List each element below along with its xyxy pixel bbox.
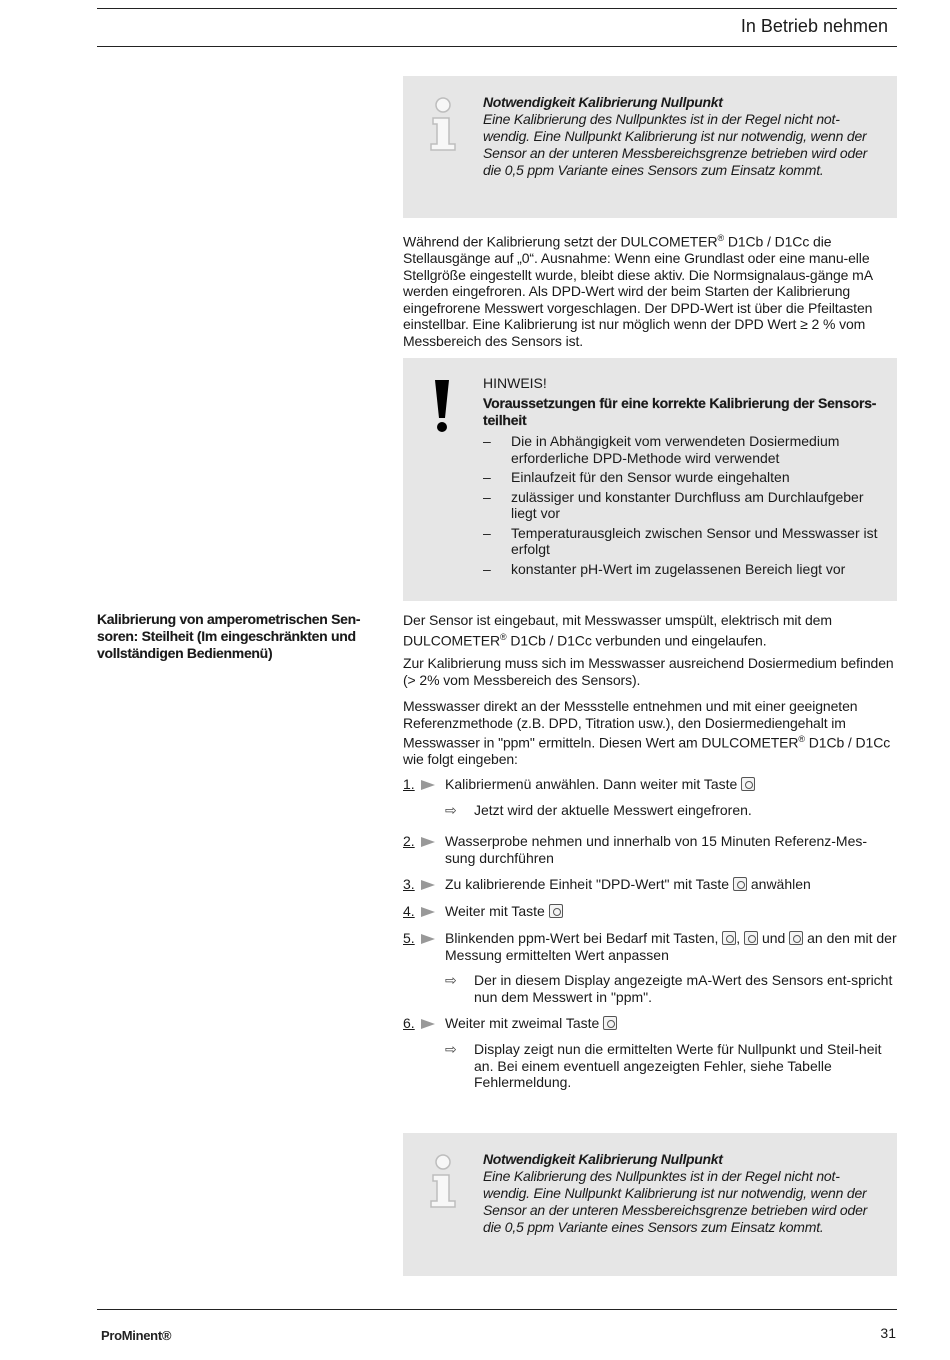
brand-logo: ProMinent® <box>101 1328 172 1343</box>
result-6: ⇨ Display zeigt nun die ermittelten Werte für Nullpunkt und Steil-heit an. Bei einem eventuell angezeigten Fehler, siehe Tabelle Fehlermeldung. <box>445 1041 882 1090</box>
page-number: 31 <box>880 1325 896 1341</box>
info-box-top <box>403 76 897 218</box>
info-box-text: Eine Kalibrierung des Nullpunktes ist in der Regel nicht not-wendig. Eine Nullpunkt Kalibrierung ist nur notwendig, wenn der Sensor an der unteren Messbereichsgrenze betrieben wird oder die 0,5 ppm Variante eines Sensors zum Einsatz kommt. <box>483 1168 868 1235</box>
step-2: 2. Wasserprobe nehmen und innerhalb von 15 Minuten Referenz-Mes-sung durchführen <box>403 833 868 866</box>
reference-paragraph: Messwasser direkt an der Messstelle entnehmen und mit einer geeigneten Referenzmethode (z.B. DPD, Titration usw.), den Dosiermediengehalt im Messwasser in "ppm" ermitteln. Diesen Wert am DULCOMETER® D1Cb / D1Cc wie folgt eingeben: <box>403 698 891 768</box>
step-6: 6. Weiter mit zweimal Taste <box>403 1015 897 1032</box>
right-key-icon <box>789 931 803 945</box>
enter-key-icon <box>741 777 755 791</box>
info-box-text: Eine Kalibrierung des Nullpunktes ist in der Regel nicht not-wendig. Eine Nullpunkt Kalibrierung ist nur notwendig, wenn der Sensor an der unteren Messbereichsgrenze betrieben wird oder die 0,5 ppm Variante eines Sensors zum Einsatz kommt. <box>483 111 868 178</box>
section-heading: Kalibrierung von amperometrischen Sen-soren: Steilheit (Im eingeschränkten und vollständigen Bedienmenü) <box>97 611 361 661</box>
list-item: – Temperaturausgleich zwischen Sensor und Messwasser ist erfolgt <box>483 524 878 557</box>
enter-key-icon <box>603 1016 617 1030</box>
header-rule-top <box>97 8 897 9</box>
footer-rule <box>97 1309 897 1310</box>
enter-key-icon <box>549 904 563 918</box>
warning-exclamation-icon <box>433 378 451 439</box>
result-1: ⇨ Jetzt wird der aktuelle Messwert eingefroren. <box>445 802 752 818</box>
step-1: 1. Kalibriermenü anwählen. Dann weiter mit Taste <box>403 776 897 793</box>
step-arrow-icon <box>421 934 435 944</box>
step-number: 5. <box>403 930 415 946</box>
result-arrow-icon: ⇨ <box>445 972 457 988</box>
result-5: ⇨ Der in diesem Display angezeigte mA-Wert des Sensors ent-spricht nun dem Messwert in "ppm". <box>445 972 893 1005</box>
info-icon <box>425 1153 461 1214</box>
up-key-icon <box>722 931 736 945</box>
dosing-paragraph: Zur Kalibrierung muss sich im Messwasser ausreichend Dosiermedium befinden (> 2% vom Messbereich des Sensors). <box>403 655 894 688</box>
step-number: 6. <box>403 1015 415 1031</box>
step-arrow-icon <box>421 1019 435 1029</box>
list-item: – zulässiger und konstanter Durchfluss am Durchlaufgeber liegt vor <box>483 488 864 521</box>
step-number: 1. <box>403 776 415 792</box>
down-key-icon <box>744 931 758 945</box>
select-key-icon <box>733 877 747 891</box>
sensor-paragraph: Der Sensor ist eingebaut, mit Messwasser umspült, elektrisch mit dem DULCOMETER® D1Cb / D1Cc verbunden und eingelaufen. <box>403 612 832 649</box>
info-box-title: Notwendigkeit Kalibrierung Nullpunkt <box>483 94 723 110</box>
result-arrow-icon: ⇨ <box>445 1041 457 1057</box>
list-item: – Einlaufzeit für den Sensor wurde eingehalten <box>483 469 790 485</box>
intro-paragraph: Während der Kalibrierung setzt der DULCOMETER® D1Cb / D1Cc die Stellausgänge auf „0“. Ausnahme: Wenn eine Grundlast oder eine manu-elle Stellgröße eingestellt wurde, bleibt diese aktiv. Die Normsignalaus-gänge mA werden eingefroren. Als DPD-Wert wird der beim Starten der Kalibrierung eingefrorene Messwert vorgeschlagen. Der DPD-Wert ist über die Pfeiltasten einstellbar. Eine Kalibrierung ist nur möglich wenn der DPD Wert ≥ 2 % vom Messbereich des Sensors ist. <box>403 233 873 349</box>
page-section-title: In Betrieb nehmen <box>740 16 888 36</box>
hinweis-label: HINWEIS! <box>483 375 547 391</box>
step-number: 4. <box>403 903 415 919</box>
hinweis-subtitle: Voraussetzungen für eine korrekte Kalibrierung der Sensors-teilheit <box>483 395 877 428</box>
step-arrow-icon <box>421 837 435 847</box>
info-box-bottom <box>403 1133 897 1276</box>
hinweis-box <box>403 358 897 601</box>
step-arrow-icon <box>421 907 435 917</box>
step-number: 2. <box>403 833 415 849</box>
header-rule-bottom <box>97 46 897 47</box>
step-arrow-icon <box>421 880 435 890</box>
list-item: – Die in Abhängigkeit vom verwendeten Dosiermedium erforderliche DPD-Methode wird verwendet <box>483 433 840 466</box>
info-icon <box>425 96 461 157</box>
step-4: 4. Weiter mit Taste <box>403 903 897 920</box>
step-number: 3. <box>403 876 415 892</box>
step-5: 5. Blinkenden ppm-Wert bei Bedarf mit Tasten, , und an den mit der Messung ermittelten Wert anpassen <box>403 930 897 963</box>
result-arrow-icon: ⇨ <box>445 802 457 818</box>
info-box-title: Notwendigkeit Kalibrierung Nullpunkt <box>483 1151 723 1167</box>
list-item: – konstanter pH-Wert im zugelassenen Bereich liegt vor <box>483 560 846 577</box>
step-arrow-icon <box>421 780 435 790</box>
step-3: 3. Zu kalibrierende Einheit "DPD-Wert" mit Taste anwählen <box>403 876 811 892</box>
